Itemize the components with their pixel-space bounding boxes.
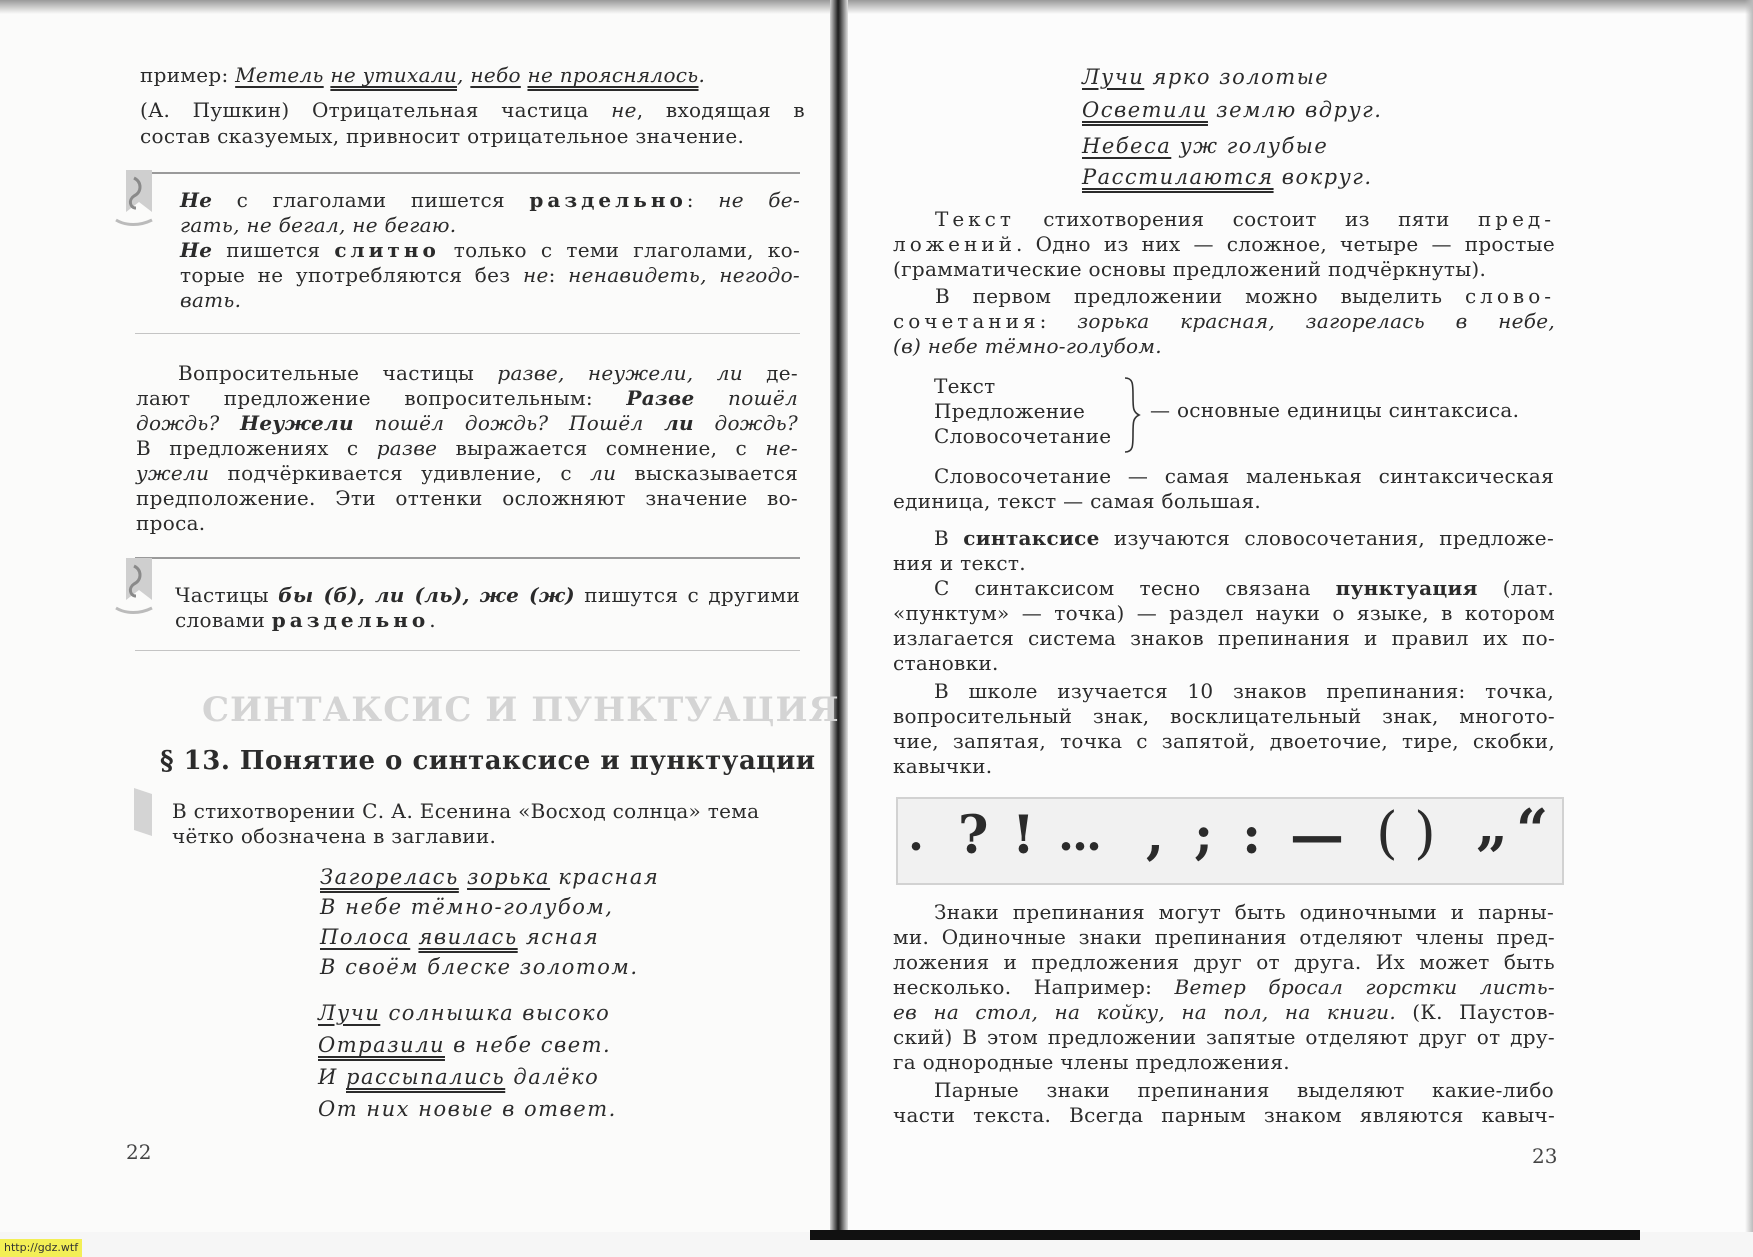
text: (К. Паустов- — [1396, 1000, 1555, 1024]
semicolon-mark: ; — [1194, 805, 1214, 866]
text: в небе свет. — [444, 1033, 612, 1057]
poem-line — [320, 862, 659, 892]
rule1-line4 — [180, 263, 800, 288]
text: красная — [550, 865, 660, 889]
question-mark: ? — [958, 805, 989, 866]
low-quote-mark: „ — [1476, 793, 1509, 859]
key-word: Не — [180, 188, 213, 212]
rule-bookmark-icon — [112, 556, 156, 630]
paragraph-heading: § 13. Понятие о синтаксисе и пунктуации — [160, 746, 816, 776]
unit-item: Текст — [934, 374, 996, 398]
right-p7-line1: Знаки препинания могут быть одиночными и парны- — [934, 900, 1554, 924]
text: землю вдруг. — [1207, 98, 1383, 122]
key-word: Разве — [626, 386, 695, 410]
left-p2-line3 — [136, 411, 798, 436]
right-p7-line7: га однородные члены предложения. — [893, 1050, 1290, 1074]
example: дождь? — [136, 411, 241, 435]
exclamation-mark: ! — [1012, 805, 1035, 866]
example: разве, неужели, ли — [497, 361, 743, 385]
text: пишется — [212, 238, 335, 262]
text: вокруг. — [1273, 165, 1373, 189]
text: с глаголами пишется — [212, 188, 530, 212]
page-number: 22 — [126, 1140, 152, 1164]
subject: Небеса — [1082, 134, 1172, 158]
units-caption: — основные единицы синтаксиса. — [1150, 398, 1520, 422]
example: зорька красная, загорелась в небе, — [1077, 309, 1556, 333]
text: Вопросительные частицы — [178, 361, 498, 385]
subject-word: Метель — [235, 63, 324, 87]
poem-line — [318, 1030, 611, 1060]
text: несколько. Например: — [893, 975, 1175, 999]
right-p7-line2: ми. Одиночные знаки препинания отделяют члены пред- — [893, 925, 1555, 949]
right-p4-line2: ния и текст. — [893, 551, 1026, 575]
right-p7-line3: ложения и предложения друг от друга. Их может быть — [893, 950, 1555, 974]
text: . — [698, 63, 706, 87]
spaced-word: ложений — [893, 232, 1016, 256]
subject: Лучи — [1082, 65, 1145, 89]
rule-box-top-line — [135, 172, 800, 174]
poem-line — [1082, 95, 1382, 125]
text: только с теми глаголами, ко- — [439, 238, 801, 262]
text: выражается сомнение, с — [437, 436, 766, 460]
space — [459, 865, 467, 889]
right-p6-line2: вопросительный знак, восклицательный знак, многото- — [893, 704, 1555, 728]
right-p7-line5 — [893, 1000, 1555, 1025]
rule1-line1 — [180, 188, 800, 213]
text: де- — [742, 361, 798, 385]
curly-brace-icon — [1122, 376, 1142, 454]
predicate: рассыпались — [346, 1065, 506, 1089]
text: солнышка высоко — [380, 1001, 611, 1025]
colon-mark: : — [1242, 805, 1262, 866]
rule-box-top-line — [135, 557, 800, 559]
left-p2-line6: предположение. Эти оттенки осложняют значение во- — [136, 486, 798, 510]
right-p8-line1: Парные знаки препинания выделяют какие-либо — [934, 1078, 1554, 1102]
left-p1-line1 — [140, 63, 810, 88]
predicate: явилась — [418, 925, 518, 949]
text: ясная — [517, 925, 600, 949]
text: В — [934, 526, 964, 550]
page-top-shadow — [846, 0, 1753, 14]
watermark-link[interactable]: http://gdz.wtf — [0, 1239, 82, 1257]
example: не — [522, 263, 549, 287]
right-p6-line1: В школе изучается 10 знаков препинания: точка, — [934, 679, 1554, 703]
text: изучаются словосочетания, предложе- — [1099, 526, 1555, 550]
subject: зорька — [467, 865, 551, 889]
example: пошёл дождь? Пошёл — [353, 411, 665, 435]
left-p2-line4 — [136, 436, 798, 461]
rule2-line2 — [175, 608, 800, 633]
text: уж голубые — [1171, 134, 1329, 158]
example: ненавидеть, негодо- — [568, 263, 800, 287]
text: высказывается — [616, 461, 798, 485]
spaced-word: пред- — [1477, 207, 1555, 231]
left-p1-line2 — [140, 98, 805, 123]
high-quote-mark: “ — [1516, 797, 1549, 863]
poem-line — [318, 998, 610, 1028]
text: подчёркивается удивление, с — [209, 461, 591, 485]
text: стихотворения состоит из пяти — [1014, 207, 1478, 231]
text: Частицы — [175, 583, 279, 607]
rule-box-bottom-line — [135, 650, 800, 651]
text: (лат. — [1477, 576, 1554, 600]
spaced-word: раздельно — [271, 608, 430, 632]
text: пишутся с другими — [574, 583, 800, 607]
left-p2-line1 — [178, 361, 798, 386]
poem-line — [320, 922, 599, 952]
book-gutter — [830, 0, 848, 1257]
poem-line: От них новые в ответ. — [318, 1097, 617, 1121]
poem-line: В своём блеске золотом. — [320, 955, 639, 979]
predicate-phrase: не прояснялось — [527, 63, 699, 87]
example: ев на стол, на койку, на пол, на книги. — [893, 1000, 1396, 1024]
example: Ветер бросал горстки листь- — [1174, 975, 1555, 999]
spaced-word: раздельно — [529, 188, 687, 212]
left-p2-line7: проса. — [136, 511, 206, 535]
example: не- — [765, 436, 798, 460]
poem-line — [1082, 62, 1329, 92]
subject: Полоса — [320, 925, 411, 949]
page-number: 23 — [1532, 1144, 1558, 1168]
right-p4-line1 — [934, 526, 1554, 551]
right-p5-line4: становки. — [893, 651, 999, 675]
text: словами — [175, 608, 272, 632]
example: ли — [590, 461, 617, 485]
text: . Одно из них — сложное, четыре — простые — [1015, 232, 1555, 256]
right-p8-line2: части текста. Всегда парным знаком являются кавыч- — [893, 1103, 1555, 1127]
text: , входящая в — [636, 98, 805, 122]
close-parenthesis-mark: ) — [1414, 801, 1436, 866]
right-p3-line1: Словосочетание — самая маленькая синтаксическая — [934, 464, 1554, 488]
text: : — [548, 263, 569, 287]
text: И — [318, 1065, 346, 1089]
punctuation-marks-panel — [896, 793, 1564, 885]
subject: Лучи — [318, 1001, 381, 1025]
rule-box-bottom-line — [135, 333, 800, 334]
open-parenthesis-mark: ( — [1376, 801, 1398, 866]
rule1-line5: вать. — [180, 288, 242, 312]
right-p1-line2 — [893, 232, 1555, 257]
text: лают предложение вопросительным: — [136, 386, 627, 410]
bold-term: пунктуация — [1335, 576, 1478, 600]
bold-term: синтаксисе — [963, 526, 1100, 550]
spaced-word: слово- — [1464, 284, 1555, 308]
text: С синтаксисом тесно связана — [934, 576, 1336, 600]
text: . — [429, 608, 436, 632]
right-p2-line1 — [935, 284, 1555, 309]
right-p7-line6: ский) В этом предложении запятые отделяют друг от дру- — [893, 1025, 1555, 1049]
predicate: Осветили — [1082, 98, 1208, 122]
right-p1-line3: (грамматические основы предложений подчёркнуты). — [893, 257, 1487, 281]
intro-line2: чётко обозначена в заглавии. — [172, 824, 497, 848]
poem-line: В небе тёмно-голубом, — [320, 895, 614, 919]
predicate: Отразили — [318, 1033, 445, 1057]
example: пошёл — [694, 386, 798, 410]
predicate: Расстилаются — [1082, 165, 1274, 189]
right-p6-line3: чие, запятая, точка с запятой, двоеточие, тире, скобки, — [893, 729, 1555, 753]
text: далёко — [505, 1065, 600, 1089]
poem-line — [318, 1062, 599, 1092]
left-p2-line2 — [136, 386, 798, 411]
particles: бы (б), ли (ль), же (ж) — [278, 583, 575, 607]
page-right-edge — [1745, 0, 1753, 1257]
right-p3-line2: единица, текст — самая большая. — [893, 489, 1262, 513]
book-side-icon — [132, 786, 154, 838]
rule2-line1 — [175, 583, 800, 608]
right-p5-line2: «пунктум» — точка) — раздел науки о языке, в котором — [893, 601, 1555, 625]
right-p1-line1 — [935, 207, 1555, 232]
key-word: Неужели — [240, 411, 354, 435]
bottom-shadow-band — [810, 1230, 1640, 1240]
rule1-line3 — [180, 238, 800, 263]
text: В предложениях с — [136, 436, 377, 460]
subject-word: небо — [470, 63, 521, 87]
example-word: не — [611, 98, 637, 122]
right-p7-line4 — [893, 975, 1555, 1000]
page-top-shadow — [0, 0, 836, 14]
predicate-phrase: не утихали — [330, 63, 458, 87]
spaced-word: Текст — [935, 207, 1015, 231]
section-heading: СИНТАКСИС И ПУНКТУАЦИЯ — [202, 690, 840, 730]
right-p2-line3: (в) небе тёмно-голубом. — [893, 334, 1162, 358]
text: : — [686, 188, 719, 212]
example: дождь? — [693, 411, 799, 435]
right-p6-line4: кавычки. — [893, 754, 993, 778]
left-p2-line5 — [136, 461, 798, 486]
example: не бе- — [718, 188, 801, 212]
ellipsis-mark: ... — [1058, 807, 1101, 861]
poem-line — [1082, 131, 1328, 161]
spaced-word: сочетания — [893, 309, 1040, 333]
rule-bookmark-icon — [112, 168, 156, 242]
unit-item: Словосочетание — [934, 424, 1112, 448]
rule1-line2: гать, не бегал, не бегаю. — [180, 213, 457, 237]
text: пример: — [140, 63, 236, 87]
text: (А. Пушкин) Отрицательная частица — [140, 98, 612, 122]
text: ярко золотые — [1144, 65, 1330, 89]
key-word: ли — [664, 411, 694, 435]
poem-line — [1082, 162, 1373, 192]
text: , — [457, 63, 471, 87]
key-word: Не — [180, 238, 213, 262]
spaced-word: слитно — [334, 238, 440, 262]
right-p2-line2 — [893, 309, 1555, 334]
intro-line1: В стихотворении С. А. Есенина «Восход солнца» тема — [172, 799, 760, 823]
comma-mark: , — [1146, 805, 1165, 866]
predicate: Загорелась — [320, 865, 459, 889]
unit-item: Предложение — [934, 399, 1086, 423]
text: В первом предложении можно выделить — [935, 284, 1465, 308]
text: торые не употребляются без — [180, 263, 523, 287]
text: : — [1039, 309, 1078, 333]
right-p5-line1 — [934, 576, 1554, 601]
dash-mark: — — [1290, 803, 1344, 867]
period-mark: . — [908, 807, 925, 861]
left-p1-line3: состав сказуемых, привносит отрицательное значение. — [140, 124, 745, 148]
example: ужели — [136, 461, 210, 485]
example: разве — [376, 436, 438, 460]
right-p5-line3: излагается система знаков препинания и правил их по- — [893, 626, 1555, 650]
